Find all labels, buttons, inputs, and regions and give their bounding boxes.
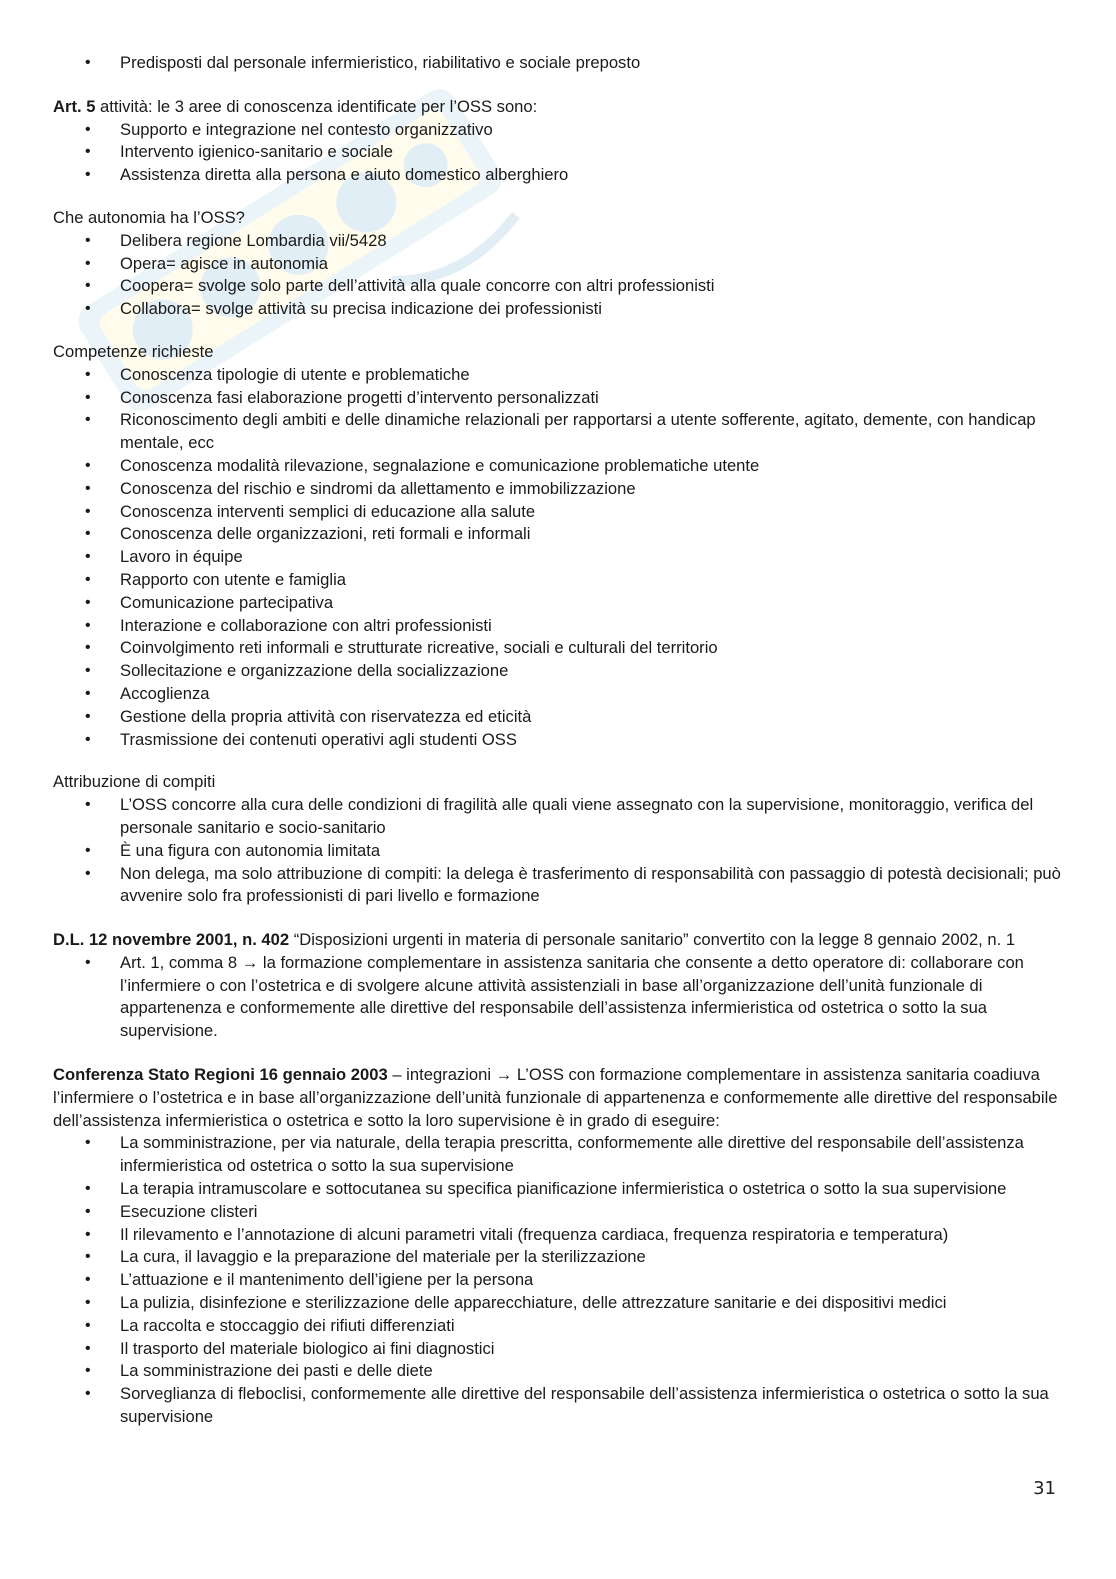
list-item: • La terapia intramuscolare e sottocutanea su specifica pianificazione infermieristica o ostetrica o sotto la sua supervisione: [53, 1178, 1063, 1201]
list-item: • Rapporto con utente e famiglia: [53, 569, 1063, 592]
dl-list: [53, 952, 1063, 1043]
list-item: • Predisposti dal personale infermieristico, riabilitativo e sociale preposto: [53, 52, 1063, 75]
dl-text: “Disposizioni urgenti in materia di personale sanitario” convertito con la legge 8 gennaio 2002, n. 1: [289, 930, 1016, 950]
art5-text: attività: le 3 aree di conoscenza identificate per l’OSS sono:: [95, 96, 538, 116]
list-item: • La somministrazione dei pasti e delle diete: [53, 1360, 1063, 1383]
list-item: • Collabora= svolge attività su precisa indicazione dei professionisti: [53, 298, 1063, 321]
list-item: • È una figura con autonomia limitata: [53, 840, 1063, 863]
conferenza-label: Conferenza Stato Regioni 16 gennaio 2003: [53, 1065, 388, 1085]
list-item: • La pulizia, disinfezione e sterilizzazione delle apparecchiature, delle attrezzature sanitarie e dei dispositivi medici: [53, 1292, 1063, 1315]
list-item: • Conoscenza fasi elaborazione progetti d’intervento personalizzati: [53, 387, 1063, 410]
list-item: • Art. 1, comma 8 → la formazione complementare in assistenza sanitaria che consente a detto operatore di: collaborare con l’infermiere o con l’ostetrica e di svolgere alcune attività assistenziali in base all’organizzazione dell’unità funzionale di appartenenza e conformemente alle direttive del responsabile dell’assistenza infermieristica od ostetrica o sotto la sua supervisione.: [53, 952, 1063, 1043]
autonomia-heading: Che autonomia ha l’OSS?: [53, 207, 245, 227]
list-item: • Supporto e integrazione nel contesto organizzativo: [53, 119, 1063, 142]
list-item: • Coinvolgimento reti informali e strutturate ricreative, sociali e culturali del territorio: [53, 637, 1063, 660]
list-item: • Coopera= svolge solo parte dell’attività alla quale concorre con altri professionisti: [53, 275, 1063, 298]
list-item: • Assistenza diretta alla persona e aiuto domestico alberghiero: [53, 164, 1063, 187]
attribuzione-heading: Attribuzione di compiti: [53, 772, 216, 792]
list-item: • Intervento igienico-sanitario e sociale: [53, 141, 1063, 164]
attribuzione-list: [53, 794, 1063, 908]
list-item: • Trasmissione dei contenuti operativi agli studenti OSS: [53, 729, 1063, 752]
dl-heading: [53, 929, 1063, 952]
list-item: • Comunicazione partecipativa: [53, 592, 1063, 615]
list-item: • Sollecitazione e organizzazione della socializzazione: [53, 660, 1063, 683]
conferenza-text: – integrazioni → L’OSS con formazione complementare in assistenza sanitaria coadiuva l’infermiere o l’ostetrica e in base all’organizzazione dell’unità funzionale di appartenenza e conformemente alle direttive del responsabile dell’assistenza infermieristica o ostetrica e sotto la loro supervisione è in grado di eseguire:: [53, 1065, 1058, 1130]
list-item: • Interazione e collaborazione con altri professionisti: [53, 615, 1063, 638]
list-item: • La cura, il lavaggio e la preparazione del materiale per la sterilizzazione: [53, 1246, 1063, 1269]
art5-heading: [53, 96, 1063, 119]
conferenza-heading: [53, 1064, 1063, 1132]
document-body: [53, 52, 1063, 1429]
art5-list: [53, 119, 1063, 187]
list-item: • Il rilevamento e l’annotazione di alcuni parametri vitali (frequenza cardiaca, frequenza respiratoria e temperatura): [53, 1224, 1063, 1247]
list-item: • Accoglienza: [53, 683, 1063, 706]
list-item: • Riconoscimento degli ambiti e delle dinamiche relazionali per rapportarsi a utente sofferente, agitato, demente, con handicap mentale, ecc: [53, 409, 1063, 455]
list-item: • Conoscenza del rischio e sindromi da allettamento e immobilizzazione: [53, 478, 1063, 501]
list-item: • L’OSS concorre alla cura delle condizioni di fragilità alle quali viene assegnato con la supervisione, monitoraggio, verifica del personale sanitario e socio-sanitario: [53, 794, 1063, 840]
competenze-list: [53, 364, 1063, 752]
list-item: • Lavoro in équipe: [53, 546, 1063, 569]
list-item: • Conoscenza tipologie di utente e problematiche: [53, 364, 1063, 387]
list-item: • Non delega, ma solo attribuzione di compiti: la delega è trasferimento di responsabilità con passaggio di potestà decisionali; può avvenire solo fra professionisti di pari livello e formazione: [53, 863, 1063, 909]
list-item: • La raccolta e stoccaggio dei rifiuti differenziati: [53, 1315, 1063, 1338]
list-item: • Delibera regione Lombardia vii/5428: [53, 230, 1063, 253]
dl-label: D.L. 12 novembre 2001, n. 402: [53, 930, 290, 950]
list-item: • Il trasporto del materiale biologico ai fini diagnostici: [53, 1338, 1063, 1361]
list-item: • Conoscenza modalità rilevazione, segnalazione e comunicazione problematiche utente: [53, 455, 1063, 478]
conferenza-list: [53, 1132, 1063, 1428]
list-item: • La somministrazione, per via naturale, della terapia prescritta, conformemente alle direttive del responsabile dell’assistenza infermieristica od ostetrica o sotto la sua supervisione: [53, 1132, 1063, 1178]
list-item: • Opera= agisce in autonomia: [53, 253, 1063, 276]
list-item: • Conoscenza delle organizzazioni, reti formali e informali: [53, 523, 1063, 546]
list-item: • Sorveglianza di fleboclisi, conformemente alle direttive del responsabile dell’assistenza infermieristica o ostetrica o sotto la sua supervisione: [53, 1383, 1063, 1429]
page-number: 31: [1033, 1478, 1056, 1499]
intro-list: [53, 52, 1063, 75]
art5-label: Art. 5: [53, 96, 96, 116]
list-item: • Conoscenza interventi semplici di educazione alla salute: [53, 501, 1063, 524]
autonomia-list: [53, 230, 1063, 321]
competenze-heading: Competenze richieste: [53, 341, 214, 361]
list-item: • Esecuzione clisteri: [53, 1201, 1063, 1224]
list-item: • Gestione della propria attività con riservatezza ed eticità: [53, 706, 1063, 729]
list-item: • L’attuazione e il mantenimento dell’igiene per la persona: [53, 1269, 1063, 1292]
